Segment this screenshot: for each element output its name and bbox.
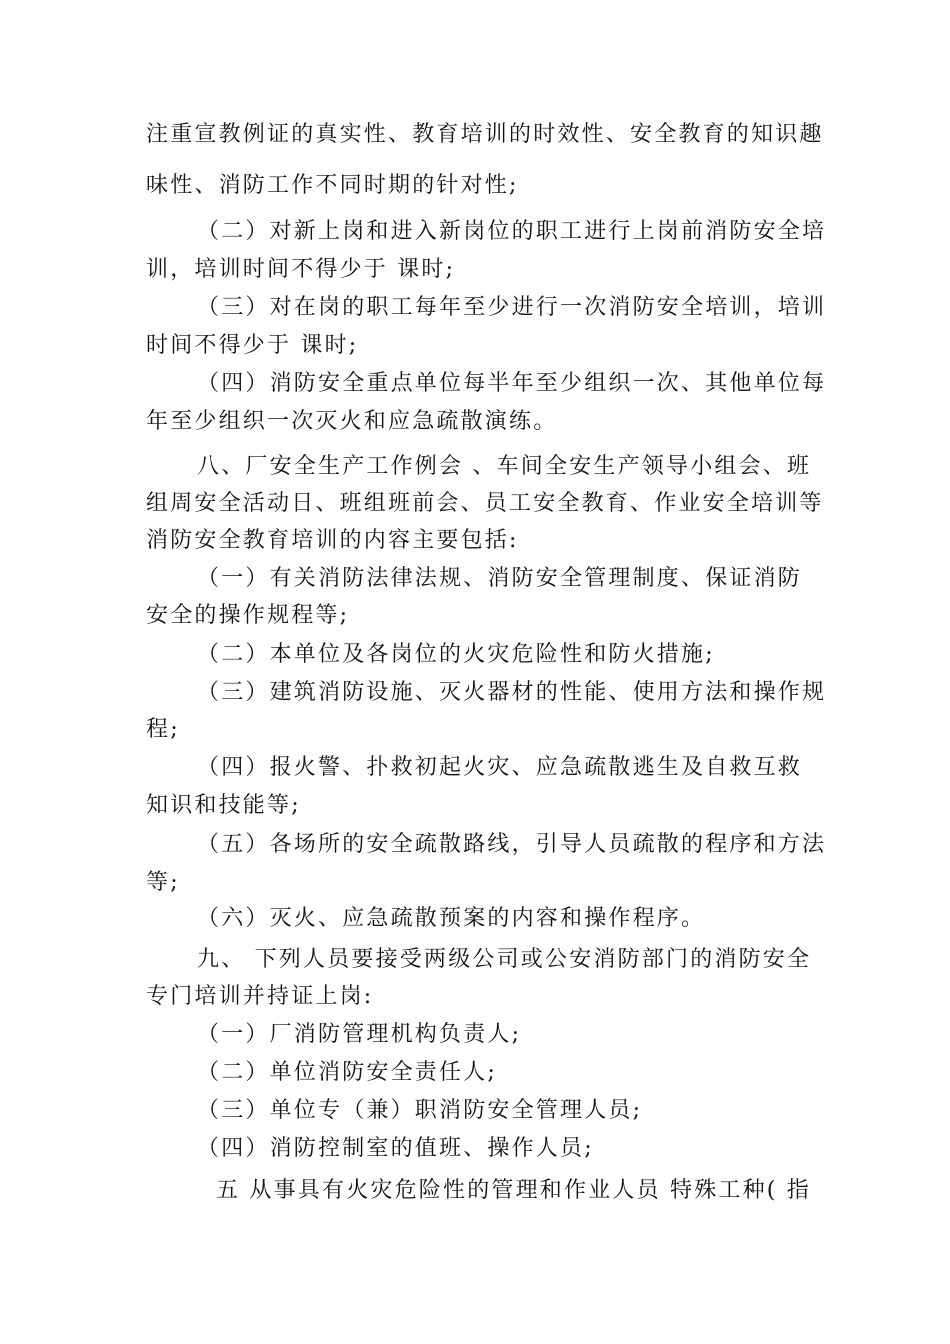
text-line: 组周安全活动日、班组班前会、员工安全教育、作业安全培训等 — [146, 491, 824, 516]
text-line: （二）对新上岗和进入新岗位的职工进行上岗前消防安全培 — [197, 219, 827, 244]
text-line: 味性、消防工作不同时期的针对性; — [146, 173, 519, 198]
text-line: （二）本单位及各岗位的火灾危险性和防火措施; — [197, 642, 715, 667]
text-line: （一）有关消防法律法规、消防安全管理制度、保证消防 — [197, 566, 803, 591]
text-line: （三）单位专（兼）职消防安全管理人员; — [197, 1098, 643, 1123]
text-line: （四）消防控制室的值班、操作人员; — [197, 1136, 594, 1161]
text-line: （四）报火警、扑救初起火灾、应急疏散逃生及自救互救 — [197, 755, 803, 780]
text-line: 专门培训并持证上岗: — [146, 984, 374, 1009]
text-line: （四）消防安全重点单位每半年至少组织一次、其他单位每 — [197, 371, 827, 396]
text-line: 等; — [146, 870, 180, 895]
text-line: 九、 下列人员要接受两级公司或公安消防部门的消防安全 — [197, 947, 812, 972]
text-line: 八、厂安全生产工作例会 、车间全安生产领导小组会、班 — [197, 454, 812, 479]
text-line: （三）建筑消防设施、灭火器材的性能、使用方法和操作规 — [197, 680, 827, 705]
text-line: 年至少组织一次灭火和应急疏散演练。 — [146, 409, 558, 434]
text-line: （五）各场所的安全疏散路线，引导人员疏散的程序和方法 — [197, 832, 827, 857]
text-line: 知识和技能等; — [146, 793, 301, 818]
text-line: （二）单位消防安全责任人; — [197, 1060, 498, 1085]
text-line: 安全的操作规程等; — [146, 603, 350, 628]
text-line: 消防安全教育培训的内容主要包括: — [146, 528, 519, 553]
text-line: （三）对在岗的职工每年至少进行一次消防安全培训，培训 — [197, 295, 827, 320]
text-line: 注重宣教例证的真实性、教育培训的时效性、安全教育的知识趣 — [146, 122, 824, 147]
text-line: 五 从事具有火灾危险性的管理和作业人员 特殊工种( 指 — [216, 1178, 811, 1203]
text-line: （六）灭火、应急疏散预案的内容和操作程序。 — [197, 906, 706, 931]
text-line: 程; — [146, 717, 180, 742]
text-line: 训，培训时间不得少于 课时; — [146, 257, 456, 282]
text-line: （一）厂消防管理机构负责人; — [197, 1022, 522, 1047]
text-line: 时间不得少于 课时; — [146, 333, 359, 358]
